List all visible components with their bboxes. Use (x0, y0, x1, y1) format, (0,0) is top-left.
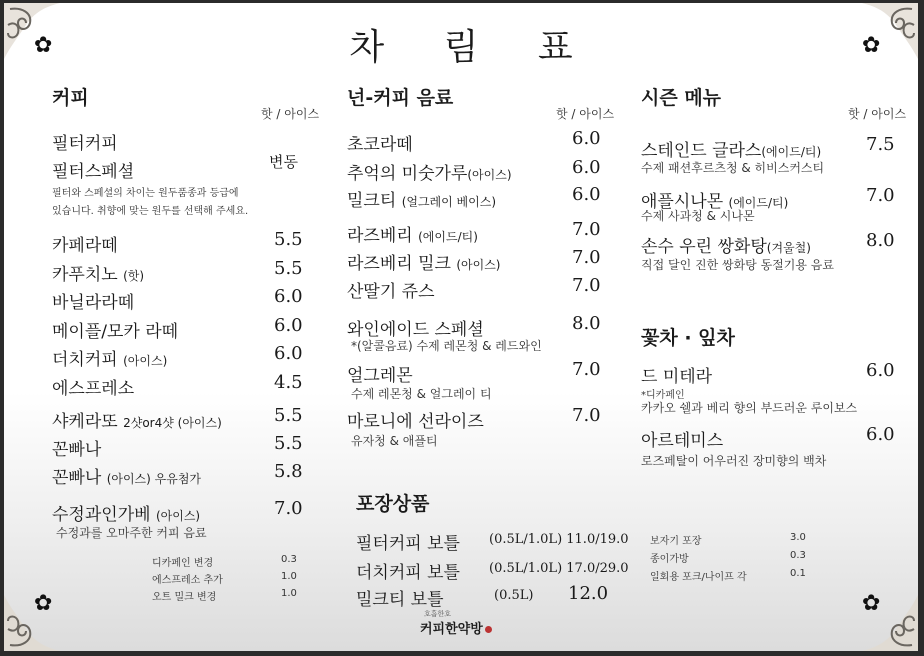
menu-item-price: 5.5 (274, 405, 303, 426)
menu-item-price: 5.5 (274, 229, 303, 250)
menu-item (347, 361, 413, 386)
menu-item (347, 277, 435, 302)
menu-item-name: 꼰빠나 (52, 440, 102, 460)
menu-item-price: 7.0 (572, 247, 601, 268)
menu-item-name: 더치커피 (52, 350, 118, 370)
package-item-meta: (0.5L) (494, 588, 534, 603)
flowertea-heading: 꽃차 · 잎차 (641, 327, 735, 349)
flower-icon: ✿ (34, 591, 53, 616)
hot-ice-label: 핫 / 아이스 (848, 107, 907, 121)
package-item-meta: (0.5L/1.0L) 17.0/29.0 (489, 561, 629, 576)
menu-item-name: 샤케라또 (52, 412, 118, 432)
menu-item-price: 5.5 (274, 258, 303, 279)
flower-icon: ✿ (34, 33, 53, 58)
season-heading: 시즌 메뉴 (641, 87, 722, 109)
menu-item-sub: (아이스) (467, 168, 512, 182)
menu-item (52, 345, 167, 370)
menu-item-desc: 수제 레몬청 & 얼그레이 티 (351, 387, 492, 401)
extra-price: 3.0 (790, 532, 806, 543)
menu-item-price: 6.0 (274, 315, 303, 336)
menu-item-name: 필터커피 (52, 134, 118, 154)
menu-item (52, 407, 222, 432)
menu-item-name: 산딸기 쥬스 (347, 282, 435, 302)
menu-item-desc: *디카페인 (641, 390, 685, 401)
menu-item-name: 수정과인가베 (52, 505, 151, 525)
menu-item-price: 8.0 (572, 313, 601, 334)
seal-icon (485, 626, 492, 633)
menu-item-sub: (핫) (123, 269, 145, 283)
menu-item (347, 407, 484, 432)
menu-item-price: 6.0 (572, 128, 601, 149)
menu-item-sub: (에이드/티) (728, 196, 789, 210)
menu-item-desc: 수제 패션후르츠청 & 히비스커스티 (641, 161, 825, 175)
option-name: 디카페인 변경 (152, 558, 214, 569)
menu-item-name: 애플시나몬 (641, 192, 724, 212)
menu-item-name: 스테인드 글라스 (641, 141, 762, 161)
menu-item-price: 8.0 (866, 230, 895, 251)
menu-item-name: 밀크티 (347, 191, 397, 211)
menu-item-price: 6.0 (274, 343, 303, 364)
extra-name: 종이가방 (650, 554, 689, 565)
menu-board (4, 3, 918, 651)
menu-item (52, 500, 200, 525)
hot-ice-label: 핫 / 아이스 (261, 107, 320, 121)
menu-item-name: 라즈베리 (347, 226, 413, 246)
menu-item (347, 159, 512, 184)
package-item-name: 밀크티 보틀 (356, 590, 444, 610)
menu-item-name: 바닐라라떼 (52, 293, 135, 313)
menu-item-name: 추억의 미숫가루 (347, 164, 468, 184)
menu-item-name: 얼그레몬 (347, 366, 413, 386)
menu-item-sub: (얼그레이 베이스) (401, 195, 497, 209)
menu-item-price: 7.5 (866, 134, 895, 155)
menu-item (52, 374, 134, 399)
extra-name: 보자기 포장 (650, 536, 702, 547)
menu-item-sub: (아이스) 우유첨가 (106, 472, 202, 486)
menu-item-name: 아르테미스 (641, 431, 724, 451)
menu-item-name: 카푸치노 (52, 265, 118, 285)
menu-item-price: 7.0 (572, 275, 601, 296)
menu-item-price: 5.5 (274, 433, 303, 454)
packaging-heading: 포장상품 (356, 493, 430, 515)
menu-item-name: 초코라떼 (347, 135, 413, 155)
menu-item (347, 249, 500, 274)
menu-item-sub: (에이드/티) (761, 145, 822, 159)
menu-item-price: 6.0 (866, 360, 895, 381)
extra-name: 일회용 포크/나이프 각 (650, 572, 747, 583)
package-item-name: 더치커피 보틀 (356, 563, 460, 583)
menu-item-price: 6.0 (572, 184, 601, 205)
menu-item-sub: (아이스) (155, 509, 201, 523)
menu-item-price: 7.0 (274, 498, 303, 519)
menu-item-desc: *(알콜음료) 수제 레몬청 & 레드와인 (351, 339, 542, 353)
flower-icon: ✿ (862, 33, 881, 58)
menu-item-name: 카페라떼 (52, 236, 118, 256)
package-item-name: 필터커피 보틀 (356, 534, 460, 554)
menu-item-desc: 유자청 & 애플티 (351, 434, 438, 448)
hot-ice-label: 핫 / 아이스 (556, 107, 615, 121)
menu-note: 필터와 스페셜의 차이는 원두품종과 등급에 (52, 188, 239, 199)
menu-item (52, 463, 201, 488)
page-title: 차 림 표 (349, 27, 597, 68)
menu-note: 있습니다. 취향에 맞는 원두를 선택해 주세요. (52, 206, 249, 217)
menu-item-price: 7.0 (572, 359, 601, 380)
option-name: 오트 밀크 변경 (152, 592, 217, 603)
menu-item (52, 288, 134, 313)
menu-item-name: 마로니에 선라이즈 (347, 412, 484, 432)
menu-item-price: 5.8 (274, 461, 303, 482)
menu-item (52, 260, 144, 285)
menu-item (641, 136, 821, 161)
menu-item-name: 에스프레소 (52, 379, 135, 399)
menu-item-name: 손수 우린 쌍화탕 (641, 237, 767, 257)
brand-name: 커피한약방 (420, 622, 483, 637)
menu-item-name: 꼰빠나 (52, 468, 102, 488)
package-item-price: 12.0 (568, 583, 609, 604)
menu-item-desc: 수제 사과청 & 시나몬 (641, 209, 755, 223)
menu-item (347, 221, 478, 246)
menu-item-sub: 2샷or4샷 (아이스) (123, 416, 222, 430)
extra-price: 0.1 (790, 568, 806, 579)
menu-item (641, 426, 723, 451)
package-item-meta: (0.5L/1.0L) 11.0/19.0 (489, 532, 629, 547)
menu-item-price: 7.0 (572, 405, 601, 426)
menu-item (347, 130, 413, 155)
menu-item-name: 라즈베리 밀크 (347, 254, 451, 274)
option-name: 에스프레소 추가 (152, 575, 223, 586)
flower-icon: ✿ (862, 591, 881, 616)
menu-item (641, 232, 811, 257)
menu-item (52, 435, 101, 460)
menu-item-name: 드 미테라 (641, 367, 713, 387)
logo-small-text: 호흡한호 (424, 610, 452, 618)
menu-item (52, 317, 178, 342)
menu-item-name: 필터스페셜 (52, 162, 135, 182)
menu-item-sub: (아이스) (456, 258, 501, 272)
menu-item-desc: 카카오 쉘과 베리 향의 부드러운 루이보스 (641, 401, 858, 415)
menu-item-desc: 직접 달인 진한 쌍화탕 동절기용 음료 (641, 258, 834, 272)
menu-item-price: 6.0 (572, 157, 601, 178)
noncoffee-heading: 넌-커피 음료 (347, 87, 454, 109)
menu-item-name: 메이플/모카 라떼 (52, 322, 179, 342)
menu-item-sub: (에이드/티) (418, 230, 478, 244)
menu-item (347, 186, 496, 211)
menu-item-name: 와인에이드 스페셜 (347, 320, 484, 340)
option-price: 1.0 (281, 588, 297, 599)
menu-item-desc: 수정과를 오마주한 커피 음료 (56, 526, 207, 540)
brand-logo (420, 618, 492, 637)
menu-item-price: 6.0 (866, 424, 895, 445)
menu-item-sub: (아이스) (123, 354, 168, 368)
extra-price: 0.3 (790, 550, 806, 561)
menu-item (641, 362, 712, 387)
menu-item (52, 231, 118, 256)
menu-item-sub: (겨울철) (766, 241, 811, 255)
menu-item-price: 6.0 (274, 286, 303, 307)
menu-item-price: 4.5 (274, 372, 303, 393)
option-price: 1.0 (281, 571, 297, 582)
menu-item-price: 7.0 (866, 185, 895, 206)
menu-item-desc: 로즈페탈이 어우러진 장미향의 백차 (641, 454, 827, 468)
menu-item-price: 7.0 (572, 219, 601, 240)
variable-price: 변동 (269, 153, 298, 171)
option-price: 0.3 (281, 554, 297, 565)
coffee-heading: 커피 (52, 87, 89, 109)
